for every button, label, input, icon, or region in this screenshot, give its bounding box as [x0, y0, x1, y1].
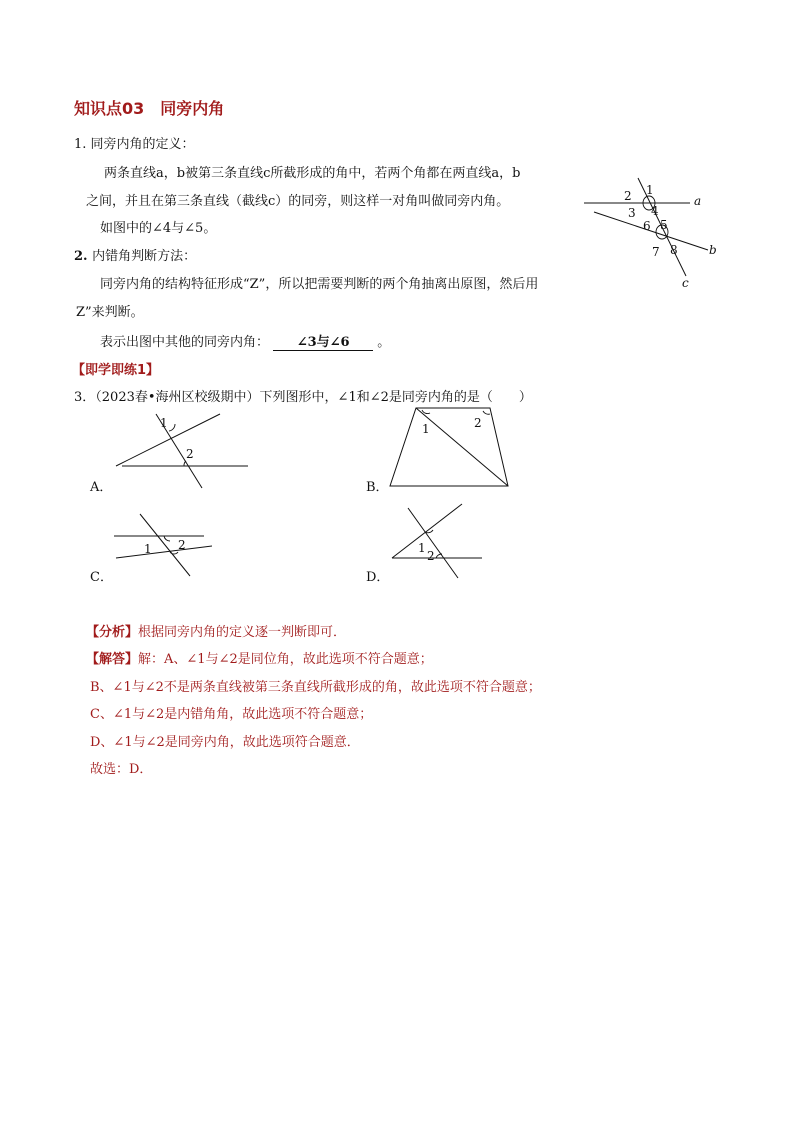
- answer-line-b: B、∠1与∠2不是两条直线被第三条直线所截形成的角，故此选项不符合题意；: [90, 680, 541, 695]
- definition-line-3: 如图中的∠4与∠5。: [100, 221, 217, 236]
- answer-tag: 【解答】: [86, 652, 139, 667]
- angle-label-6: 6: [643, 219, 651, 233]
- method-prompt-row: [100, 331, 390, 351]
- definition-heading-num: 1.: [74, 137, 87, 152]
- angle-label-4: 4: [651, 204, 659, 218]
- option-c-label[interactable]: C．: [90, 570, 113, 585]
- answer-final: 故选：D．: [90, 762, 153, 777]
- question-stem: [74, 386, 532, 405]
- option-b-angle-1: 1: [422, 422, 430, 436]
- answer-intro: 解：: [138, 652, 165, 667]
- angle-label-3: 3: [628, 206, 636, 220]
- method-answer: ∠3与∠6: [273, 331, 373, 351]
- angle-label-7: 7: [652, 245, 660, 259]
- method-heading-text: 内错角判断方法：: [92, 249, 197, 264]
- line-label-a: a: [694, 194, 702, 208]
- analysis-tag: 【分析】: [86, 625, 139, 640]
- parallel-lines-figure: [578, 176, 728, 294]
- option-c-angle-1: 1: [144, 542, 152, 556]
- method-heading-num: 2.: [74, 249, 88, 264]
- analysis-text: 根据同旁内角的定义逐一判断即可．: [138, 625, 347, 640]
- angle-label-1: 1: [646, 183, 654, 197]
- practice-label: 【即学即练1】: [72, 363, 160, 378]
- option-a-figure[interactable]: [112, 410, 252, 490]
- method-line-1: 同旁内角的结构特征形成“Z”，所以把需要判断的两个角抽离出原图，然后用: [100, 277, 539, 292]
- answer-row: [86, 648, 433, 667]
- option-a-label[interactable]: A．: [90, 480, 113, 495]
- line-label-c: c: [682, 276, 689, 290]
- option-c-angle-2: 2: [178, 538, 186, 552]
- option-b-angle-2: 2: [474, 416, 482, 430]
- option-d-figure[interactable]: [388, 500, 488, 580]
- definition-line-1: 两条直线a，b被第三条直线c所截形成的角中，若两个角都在两直线a，b: [104, 166, 521, 181]
- option-d-angle-2: 2: [427, 549, 435, 563]
- option-d-angle-1: 1: [418, 541, 426, 555]
- question-source: （2023春•海州区校级期中）: [95, 390, 260, 405]
- definition-heading: [74, 133, 195, 152]
- section-title-name: 同旁内角: [160, 99, 225, 118]
- answer-line-d: D、∠1与∠2是同旁内角，故此选项符合题意．: [90, 735, 360, 750]
- question-number: 3．: [74, 390, 96, 405]
- definition-line-2: 之间，并且在第三条直线（截线c）的同旁，则这样一对角叫做同旁内角。: [86, 194, 510, 209]
- angle-label-5: 5: [660, 218, 668, 232]
- method-heading: [74, 245, 196, 264]
- line-label-b: b: [709, 243, 717, 257]
- option-d-label[interactable]: D．: [366, 570, 390, 585]
- option-a-angle-2: 2: [186, 447, 194, 461]
- analysis-row: [86, 621, 346, 640]
- angle-label-8: 8: [670, 243, 678, 257]
- method-end: 。: [377, 335, 391, 350]
- option-b-label[interactable]: B．: [366, 480, 389, 495]
- angle-label-2: 2: [624, 189, 632, 203]
- section-title-prefix: 知识点03: [74, 99, 145, 118]
- definition-heading-text: 同旁内角的定义：: [90, 137, 195, 152]
- question-text: 下列图形中，∠1和∠2是同旁内角的是（ ）: [259, 390, 532, 405]
- option-c-figure[interactable]: [112, 512, 212, 578]
- section-title: [74, 96, 224, 119]
- option-b-figure[interactable]: [386, 404, 516, 490]
- method-line-2: Z”来判断。: [76, 305, 144, 320]
- option-a-angle-1: 1: [160, 416, 168, 430]
- answer-line-c: C、∠1与∠2是内错角角，故此选项不符合题意；: [90, 707, 373, 722]
- method-prompt: 表示出图中其他的同旁内角：: [100, 335, 270, 350]
- answer-line-a: A、∠1与∠2是同位角，故此选项不符合题意；: [164, 652, 433, 667]
